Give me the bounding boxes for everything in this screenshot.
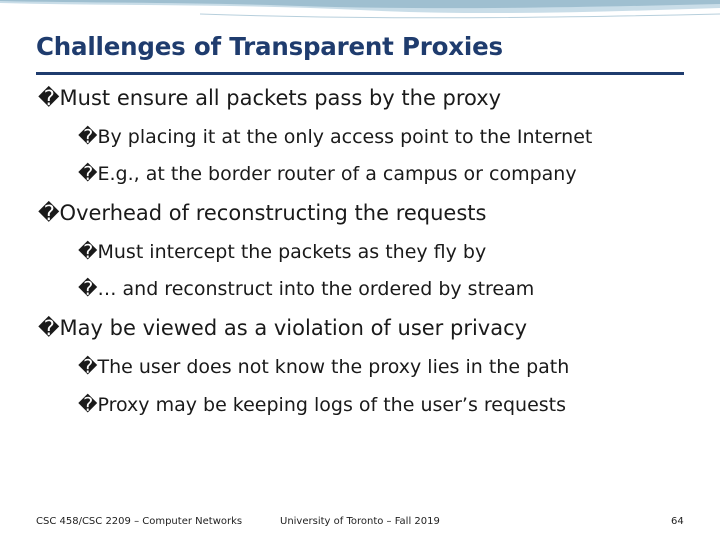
bullet-marker: � — [78, 241, 98, 263]
bullet-3 — [38, 316, 527, 340]
bullet-text: Must ensure all packets pass by the proxy — [59, 86, 502, 110]
footer-course: CSC 458/CSC 2209 – Computer Networks — [36, 516, 243, 527]
bullet-marker: � — [78, 394, 98, 416]
bullet-3-sub-2 — [78, 394, 566, 416]
bullet-text: May be viewed as a violation of user privacy — [59, 316, 528, 340]
top-wave-decoration — [0, 0, 720, 22]
bullet-marker: � — [38, 201, 60, 225]
sub-bullet-text: By placing it at the only access point to the Internet — [97, 126, 593, 148]
bullet-marker: � — [78, 163, 98, 185]
sub-bullet-text: Proxy may be keeping logs of the user’s requests — [97, 394, 566, 416]
bullet-text: Overhead of reconstructing the requests — [59, 201, 487, 225]
page-title: Challenges of Transparent Proxies — [36, 32, 503, 61]
bullet-marker: � — [78, 278, 98, 300]
bullet-2-sub-1 — [78, 241, 486, 263]
bullet-1-sub-2 — [78, 163, 577, 185]
bullet-marker: � — [78, 126, 98, 148]
sub-bullet-text: E.g., at the border router of a campus or company — [97, 163, 577, 185]
title-underline — [36, 72, 684, 75]
bullet-1 — [38, 86, 501, 110]
footer-university: University of Toronto – Fall 2019 — [280, 516, 440, 527]
bullet-marker: � — [38, 86, 60, 110]
sub-bullet-text: Must intercept the packets as they fly by — [97, 241, 487, 263]
bullet-marker: � — [38, 316, 60, 340]
footer-page-number: 64 — [671, 516, 684, 527]
sub-bullet-text: The user does not know the proxy lies in the path — [97, 356, 570, 378]
bullet-2 — [38, 201, 486, 225]
sub-bullet-text: … and reconstruct into the ordered by stream — [97, 278, 535, 300]
bullet-3-sub-1 — [78, 356, 569, 378]
bullet-1-sub-1 — [78, 126, 592, 148]
bullet-2-sub-2 — [78, 278, 534, 300]
bullet-marker: � — [78, 356, 98, 378]
